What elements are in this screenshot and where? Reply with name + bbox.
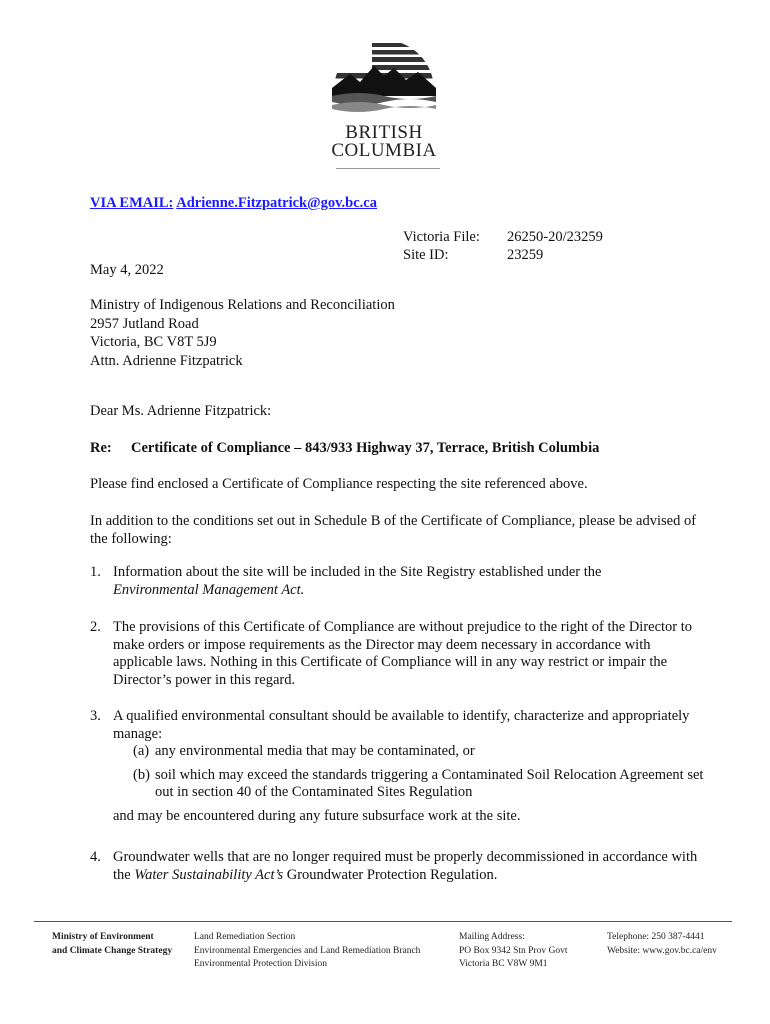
paragraph-enclosed: Please find enclosed a Certificate of Compliance respecting the site referenced above. [90, 476, 588, 492]
re-label: Re: [90, 440, 112, 456]
list-number: 3. [90, 708, 101, 724]
list-number: 4. [90, 849, 101, 865]
footer-mail-line3: Victoria BC V8W 9M1 [459, 959, 548, 969]
victoria-file-label: Victoria File: [403, 229, 480, 245]
bc-government-logo [318, 30, 450, 161]
list-item-3 [90, 708, 710, 825]
footer-mail-line2: PO Box 9342 Stn Prov Govt [459, 945, 568, 956]
list-item-continuation: and may be encountered during any future subsurface work at the site. [113, 807, 521, 824]
via-email-line [90, 195, 377, 212]
footer-mail-line1: Mailing Address: [459, 932, 525, 942]
site-id-value: 23259 [507, 247, 544, 263]
list-item-1 [90, 564, 710, 599]
act-name: Environmental Management Act. [113, 581, 305, 598]
list-number: 1. [90, 564, 101, 580]
footer-divider [34, 921, 732, 922]
footer-mailing-address [459, 931, 567, 972]
subject-line [90, 440, 599, 457]
sun-mountain-emblem [332, 30, 436, 122]
footer-contact [607, 931, 717, 958]
list-item-4 [90, 849, 710, 884]
footer-website[interactable]: Website: www.gov.bc.ca/env [607, 945, 717, 956]
footer-section-line1: Land Remediation Section [194, 932, 296, 942]
list-item-text: Groundwater wells that are no longer required must be properly decommissioned in accordance with the [113, 849, 698, 883]
footer-ministry-line1: Ministry of Environment [52, 932, 154, 942]
logo-text-british: BRITISH [345, 122, 423, 143]
sub-item-text: soil which may exceed the standards triggering a Contaminated Soil Relocation Agreement set out in section 40 of the Contaminated Sites Regulation [155, 766, 704, 800]
reference-values [507, 228, 603, 264]
act-name: Water Sustainability Act’s [134, 866, 284, 883]
logo-text-columbia: COLUMBIA [331, 140, 437, 161]
logo-divider [336, 168, 440, 169]
sub-item-b [133, 767, 710, 802]
sub-item-a [133, 743, 710, 761]
recipient-org: Ministry of Indigenous Relations and Reconciliation [90, 297, 395, 313]
letter-date: May 4, 2022 [90, 262, 164, 278]
footer-ministry-line2: and Climate Change Strategy [52, 945, 173, 956]
recipient-attn: Attn. Adrienne Fitzpatrick [90, 352, 243, 369]
sub-item-label: (a) [133, 743, 150, 759]
list-item-text-end: Groundwater Protection Regulation. [286, 866, 498, 883]
sub-item-label: (b) [133, 766, 150, 783]
reference-labels [403, 228, 480, 264]
paragraph-conditions: In addition to the conditions set out in Schedule B of the Certificate of Compliance, please be advised of the following: [90, 513, 697, 547]
victoria-file-value: 26250-20/23259 [507, 229, 603, 245]
footer-section [194, 931, 420, 972]
footer-telephone: Telephone: 250 387-4441 [607, 932, 705, 942]
recipient-street: 2957 Jutland Road [90, 315, 199, 332]
footer-section-line3: Environmental Protection Division [194, 959, 327, 969]
footer-section-line2: Environmental Emergencies and Land Remediation Branch [194, 945, 421, 956]
list-item-2 [90, 619, 710, 689]
list-item-text: Information about the site will be included in the Site Registry established under the [113, 564, 602, 580]
list-number: 2. [90, 619, 101, 635]
sub-item-text: any environmental media that may be contaminated, or [155, 743, 475, 759]
recipient-city: Victoria, BC V8T 5J9 [90, 334, 217, 350]
via-email-label: VIA EMAIL: [90, 195, 174, 211]
salutation: Dear Ms. Adrienne Fitzpatrick: [90, 403, 272, 419]
site-id-label: Site ID: [403, 247, 449, 263]
re-subject: Certificate of Compliance – 843/933 Highway 37, Terrace, British Columbia [131, 440, 600, 456]
recipient-address [90, 296, 395, 370]
list-item-text: The provisions of this Certificate of Compliance are without prejudice to the right of the Director to make orders or impose requirements as the Director may deem necessary in accordance with applicable laws. Nothing in this Certificate of Compliance will in any way restrict or impair the Director’s power in this regard. [113, 619, 693, 688]
list-item-text: A qualified environmental consultant should be available to identify, characterize and appropriately manage: [113, 708, 690, 742]
footer-ministry [52, 931, 172, 958]
recipient-email-link[interactable]: Adrienne.Fitzpatrick@gov.bc.ca [176, 195, 377, 211]
